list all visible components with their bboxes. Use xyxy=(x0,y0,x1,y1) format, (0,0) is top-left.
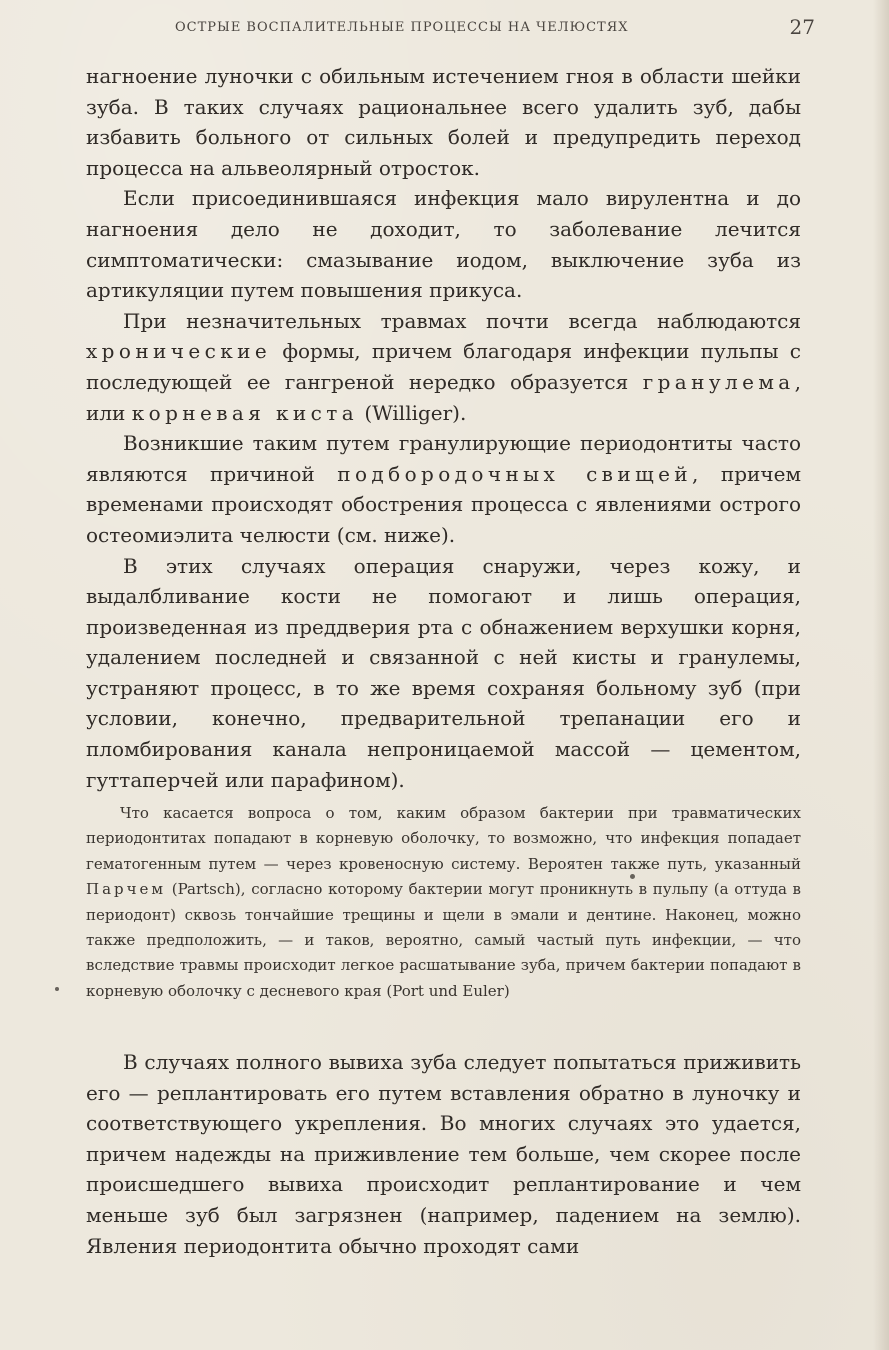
emphasis-granuloma: гранулема xyxy=(642,369,795,394)
page-number: 27 xyxy=(789,15,815,39)
page-header xyxy=(175,17,815,41)
paragraph-3-text-1: При незначительных травмах почти всегда наблюдаются xyxy=(123,308,801,333)
emphasis-chronic: хронические xyxy=(86,339,272,364)
running-title: ОСТРЫЕ ВОСПАЛИТЕЛЬНЫЕ ПРОЦЕССЫ НА ЧЕЛЮСТЯХ xyxy=(175,20,629,35)
small-print-text-1: Что касается вопроса о том, каким образом бактерии при травматических периодонтитах попадают в корневую оболочку, то возможно, что инфекция попадает гематогенным путем — через кровеносную систему. Вероятен также путь, указанный xyxy=(86,804,801,873)
main-text xyxy=(86,61,801,795)
page-edge-shadow xyxy=(873,0,889,1350)
ink-speck xyxy=(55,987,59,991)
paragraph-3-text-3: , или xyxy=(86,369,801,425)
small-print-text-2: (Partsch), согласно которому бактерии могут проникнуть в пульпу (а оттуда в периодонт) сквозь тончайшие трещины и щели в эмали и дентине. Наконец, можно также предположить, — и таков, вероятно, самый частый путь инфекции, — что вследствие травмы происходит легкое расшатывание зуба, причем бактерии попадают в корневую оболочку с десневого края (Port und Euler) xyxy=(86,880,801,1000)
paragraph-3-text-4: (Williger). xyxy=(358,400,467,425)
paragraph-2: Если присоединившаяся инфекция мало вирулентна и до нагноения дело не доходит, то заболевание лечится симптоматически: смазывание иодом, выключение зуба из артикуляции путем повышения прикуса. xyxy=(86,186,801,303)
emphasis-partsch: Парчем xyxy=(86,880,167,899)
paragraph-6: В случаях полного вывиха зуба следует попытаться приживить его — реплантировать его путем вставления обратно в луночку и соответствующего укрепления. Во многих случаях это удается, причем надежды на приживление тем больше, чем скорее после происшедшего вывиха происходит реплантирование и чем меньше зуб был загрязнен (например, падением на землю). Явления периодонтита обычно проходят сами xyxy=(86,1050,801,1258)
ink-speck xyxy=(630,874,635,879)
paragraph-1: нагноение луночки с обильным истечением гноя в области шейки зуба. В таких случаях рациональнее всего удалить зуб, дабы избавить больного от сильных болей и предупредить переход процесса на альвеолярный отросток. xyxy=(86,64,801,180)
final-text xyxy=(86,1047,801,1261)
emphasis-chin-fistulas: подбородочных свищей xyxy=(337,461,693,486)
paragraph-3 xyxy=(86,306,801,428)
small-print-note xyxy=(86,801,801,1004)
paragraph-4-text-1: Возникшие таким путем гранулирующие периодонтиты часто являются причиной xyxy=(86,431,801,486)
paragraph-4 xyxy=(86,428,801,550)
emphasis-root-cyst: корневая киста xyxy=(131,400,359,425)
paragraph-4-text-2: , причем временами происходят обострения процесса с явлениями острого остеомиэлита челюсти (см. ниже). xyxy=(86,461,801,547)
paragraph-5: В этих случаях операция снаружи, через кожу, и выдалбливание кости не помогают и лишь операция, произведенная из преддверия рта с обнажением верхушки корня, удалением последней и связанной с ней кисты и гранулемы, устраняют процесс, в то же время сохраняя больному зуб (при условии, конечно, предварительной трепанации его и пломбирования канала непроницаемой массой — цементом, гуттаперчей или парафином). xyxy=(86,553,801,792)
paragraph-3-text-2: формы, причем благодаря инфекции пульпы с последующей ее гангреной нередко образуется xyxy=(86,339,801,394)
